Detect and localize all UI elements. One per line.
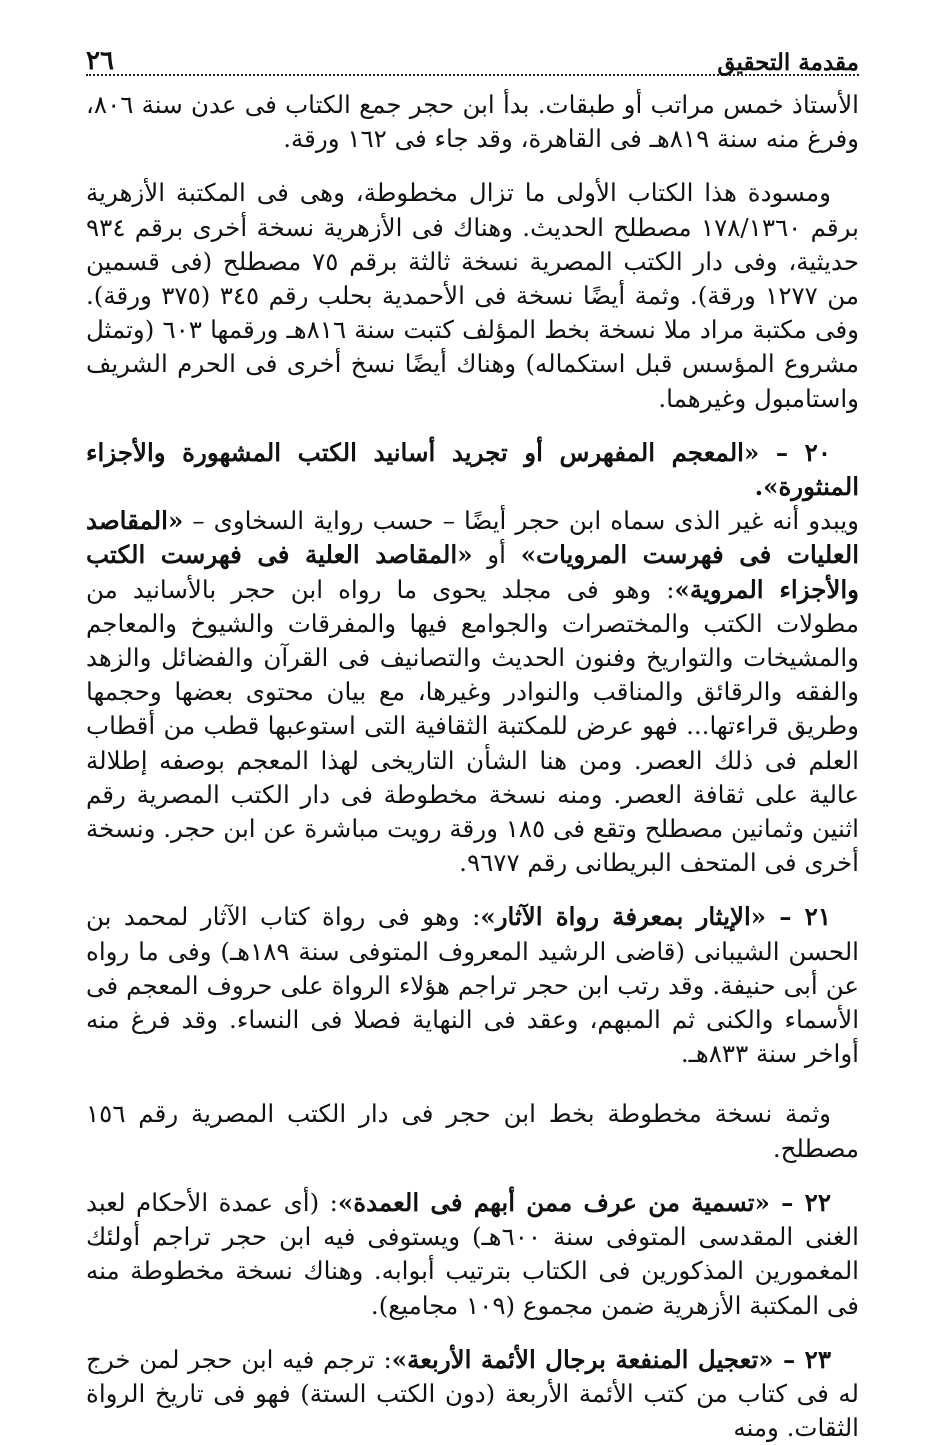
entry-22 bbox=[86, 1186, 859, 1323]
paragraph-note: وثمة نسخة مخطوطة بخط ابن حجر فى دار الكتب المصرية رقم ١٥٦ مصطلح. bbox=[86, 1099, 859, 1163]
entry-21-text: : وهو فى رواة كتاب الآثار لمحمد بن الحسن الشيبانى (قاضى الرشيد المعروف المتوفى سنة ١٨٩هـ) وفى ما رواه عن أبى حنيفة. وقد رتب ابن حجر تراجم هؤلاء الرواة على حروف المعجم فى الأسماء والكنى ثم المبهم، وعقد فى النهاية فصلا فى النساء. وقد فرغ منه أواخر سنة ٨٣٣هـ. bbox=[86, 902, 859, 1069]
paragraph-2: ومسودة هذا الكتاب الأولى ما تزال مخطوطة، وهى فى المكتبة الأزهرية برقم ١٧٨/١٣٦٠ مصطلح الحديث. وهناك فى الأزهرية نسخة أخرى برقم ٩٣٤ حديثية، وفى دار الكتب المصرية نسخة ثالثة برقم ٧٥ مصطلح (فى قسمين من ١٢٧٧ ورقة). وثمة أيضًا نسخة فى الأحمدية بحلب رقم ٣٤٥ (٣٧٥ ورقة). وفى مكتبة مراد ملا نسخة بخط المؤلف كتبت سنة ٨١٦هـ ورقمها ٦٠٣ (وتمثل مشروع المؤسس قبل استكماله) وهناك أيضًا نسخ أخرى فى الحرم الشريف واستامبول وغيرهما. bbox=[86, 178, 859, 413]
running-title: مقدمة التحقيق bbox=[717, 49, 859, 76]
entry-23-text: : ترجم فيه ابن حجر لمن خرج له فى كتاب من كتب الأئمة الأربعة (دون الكتب الستة) فهو فى تاريخ الرواة الثقات. ومنه bbox=[86, 1344, 859, 1443]
entry-20-text-1: ويبدو أنه غير الذى سماه ابن حجر أيضًا – حسب رواية السخاوى – bbox=[183, 506, 859, 536]
entry-23 bbox=[86, 1343, 859, 1445]
entry-22-title: ٢٢ – «تسمية من عرف ممن أبهم فى العمدة» bbox=[337, 1187, 831, 1217]
paragraph-1: الأستاذ خمس مراتب أو طبقات. بدأ ابن حجر جمع الكتاب فى عدن سنة ٨٠٦، وفرغ منه سنة ٨١٩هـ فى القاهرة، وقد جاء فى ١٦٢ ورقة. bbox=[86, 90, 859, 154]
entry-21 bbox=[86, 900, 859, 1071]
entry-23-title: ٢٣ – «تعجيل المنفعة برجال الأئمة الأربعة» bbox=[391, 1344, 831, 1374]
entry-20-body bbox=[86, 504, 859, 880]
entry-22-text: : (أى عمدة الأحكام لعبد الغنى المقدسى المتوفى سنة ٦٠٠هـ) ويستوفى فيه ابن حجر تراجم أولئك المغمورين المذكورين فى الكتاب بترتيب أبوابه. وهناك نسخة مخطوطة منه فى المكتبة الأزهرية ضمن مجموع (١٠٩ مجاميع). bbox=[86, 1187, 859, 1320]
page-number: ٢٦ bbox=[86, 46, 114, 76]
entry-20-title: ٢٠ – «المعجم المفهرس أو تجريد أسانيد الكتب المشهورة والأجزاء المنثورة». bbox=[86, 437, 859, 502]
entry-21-title: ٢١ – «الإيثار بمعرفة رواة الآثار» bbox=[480, 902, 831, 932]
entry-20-text-2: أو bbox=[472, 540, 521, 570]
page-header bbox=[86, 38, 859, 76]
entry-20-text-3: : وهو فى مجلد يحوى ما رواه ابن حجر بالأسانيد من مطولات الكتب والمختصرات والجوامع فيها والمفرقات والشيوخ والمعاجم والمشيخات والتواريخ وفنون الحديث والتصانيف فى القرآن والفضائل والزهد والفقه والرقائق والمناقب والنوادر وغيرها، مع بيان محتوى بعضها وحجمها وطريق قراءتها... فهو عرض للمكتبة الثقافية التى استوعبها قطب من أقطاب العلم فى ذلك العصر. ومن هنا الشأن التاريخى لهذا المعجم بوصفه إطلالة عالية على ثقافة العصر. ومنه نسخة مخطوطة فى دار الكتب المصرية رقم اثنين وثمانين مصطلح وتقع فى ١٨٥ ورقة رويت مباشرة عن ابن حجر. ونسخة أخرى فى المتحف البريطانى رقم ٩٦٧٧. bbox=[86, 574, 859, 878]
entry-20-alt-title-2: «المقاصد العلية فى فهرست الكتب والأجزاء المروية» bbox=[86, 540, 860, 604]
page-body bbox=[86, 88, 859, 1445]
entry-20 bbox=[86, 436, 859, 504]
entry-20-alt-title-1: «المقاصد العليات فى فهرست المرويات» bbox=[86, 506, 860, 570]
